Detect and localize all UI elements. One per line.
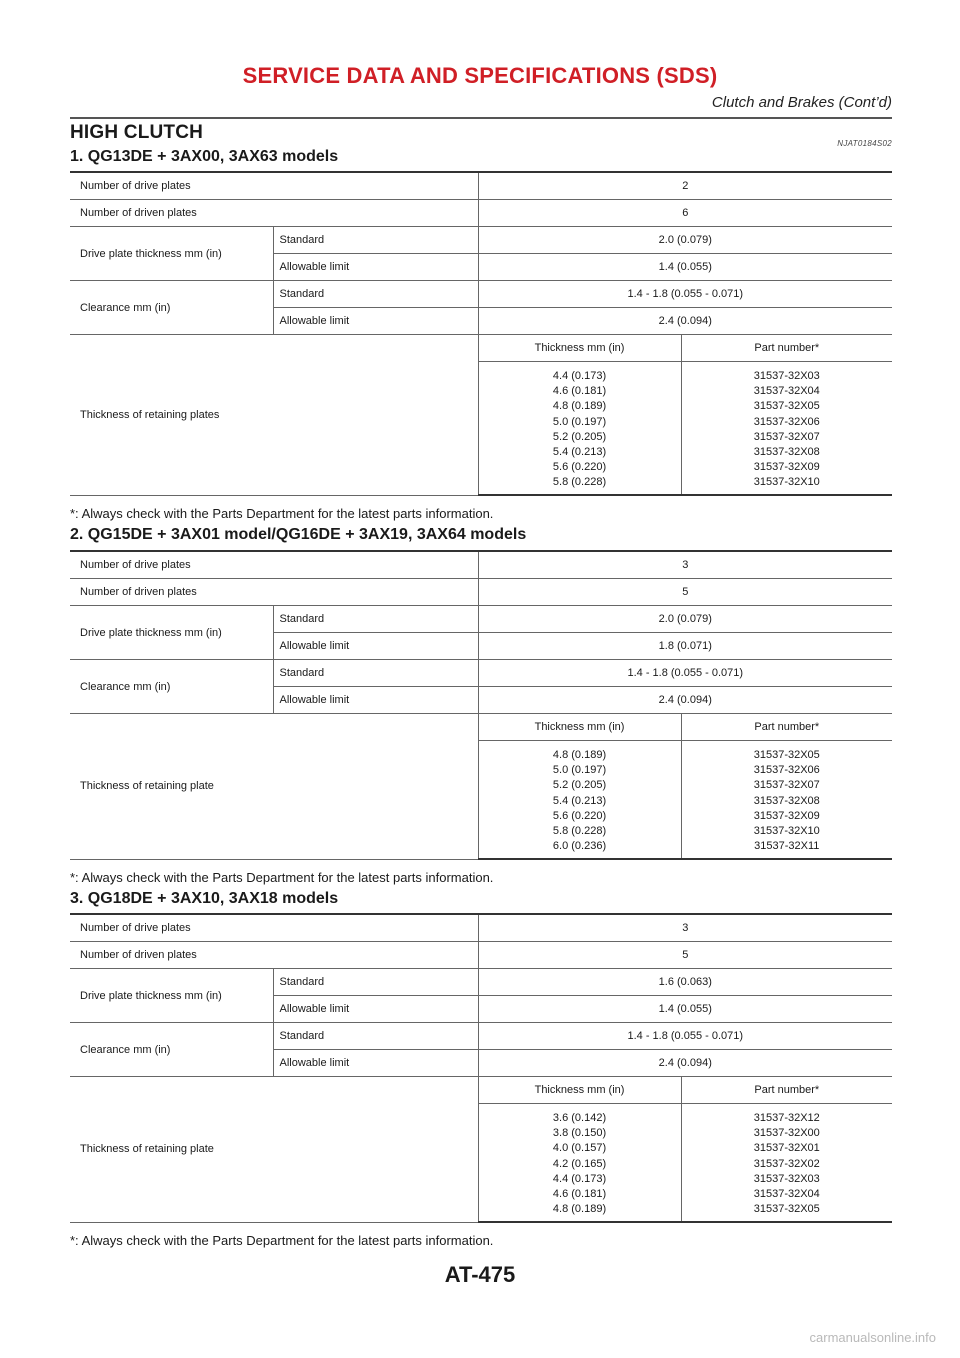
clearance-limit: 2.4 (0.094) [478, 687, 892, 714]
clearance-limit: 2.4 (0.094) [478, 1050, 892, 1077]
part-column-header: Part number* [681, 335, 892, 362]
page-subtitle: Clutch and Brakes (Cont’d) [711, 94, 892, 111]
driven-plates-value: 5 [478, 579, 892, 606]
spec-table-3 [70, 913, 892, 1223]
thickness-limit: 1.4 (0.055) [478, 996, 892, 1023]
thickness-standard: 2.0 (0.079) [478, 606, 892, 633]
drive-plates-value: 3 [478, 551, 892, 579]
thickness-list: 4.4 (0.173) 4.6 (0.181) 4.8 (0.189) 5.0 (0.197) 5.2 (0.205) 5.4 (0.213) 5.6 (0.220) 5.8 (0.228) [478, 362, 681, 496]
table-row [70, 172, 892, 200]
standard-label: Standard [273, 969, 478, 996]
drive-plates-label: Number of drive plates [70, 172, 478, 200]
drive-plates-label: Number of drive plates [70, 914, 478, 942]
driven-plates-value: 5 [478, 942, 892, 969]
limit-label: Allowable limit [273, 1050, 478, 1077]
table-row [70, 579, 892, 606]
section-3-heading: 3. QG18DE + 3AX10, 3AX18 models [70, 890, 339, 907]
retaining-label: Thickness of retaining plate [70, 714, 478, 860]
thickness-list: 4.8 (0.189) 5.0 (0.197) 5.2 (0.205) 5.4 (0.213) 5.6 (0.220) 5.8 (0.228) 6.0 (0.236) [478, 741, 681, 860]
page-number: AT-475 [444, 1262, 516, 1287]
drive-plates-label: Number of drive plates [70, 551, 478, 579]
part-number-list: 31537-32X03 31537-32X04 31537-32X05 31537-32X06 31537-32X07 31537-32X08 31537-32X09 31537-32X10 [681, 362, 892, 496]
clearance-standard: 1.4 - 1.8 (0.055 - 0.071) [478, 1023, 892, 1050]
thickness-label: Drive plate thickness mm (in) [70, 969, 273, 1023]
limit-label: Allowable limit [273, 633, 478, 660]
thickness-column-header: Thickness mm (in) [478, 714, 681, 741]
limit-label: Allowable limit [273, 254, 478, 281]
table-row [70, 227, 892, 254]
spec-table-1 [70, 171, 892, 496]
section-1-heading: 1. QG13DE + 3AX00, 3AX63 models [70, 148, 339, 165]
driven-plates-label: Number of driven plates [70, 200, 478, 227]
clearance-standard: 1.4 - 1.8 (0.055 - 0.071) [478, 660, 892, 687]
clearance-label: Clearance mm (in) [70, 281, 273, 335]
table-row [70, 660, 892, 687]
table-row [70, 969, 892, 996]
standard-label: Standard [273, 1023, 478, 1050]
table-row [70, 1023, 892, 1050]
parts-note: *: Always check with the Parts Department for the latest parts information. [70, 870, 494, 885]
limit-label: Allowable limit [273, 687, 478, 714]
thickness-column-header: Thickness mm (in) [478, 1077, 681, 1104]
standard-label: Standard [273, 281, 478, 308]
clearance-label: Clearance mm (in) [70, 1023, 273, 1077]
watermark: carmanualsonline.info [809, 1330, 936, 1345]
page-header [0, 62, 960, 111]
driven-plates-label: Number of driven plates [70, 942, 478, 969]
retaining-label: Thickness of retaining plates [70, 335, 478, 496]
table-row [70, 914, 892, 942]
table-row [70, 606, 892, 633]
table-row [70, 714, 892, 741]
part-column-header: Part number* [681, 714, 892, 741]
section-2-heading: 2. QG15DE + 3AX01 model/QG16DE + 3AX19, 3AX64 models [70, 526, 527, 543]
thickness-column-header: Thickness mm (in) [478, 335, 681, 362]
table-row [70, 1077, 892, 1104]
standard-label: Standard [273, 227, 478, 254]
driven-plates-value: 6 [478, 200, 892, 227]
thickness-label: Drive plate thickness mm (in) [70, 227, 273, 281]
limit-label: Allowable limit [273, 308, 478, 335]
thickness-standard: 1.6 (0.063) [478, 969, 892, 996]
retaining-label: Thickness of retaining plate [70, 1077, 478, 1223]
section-title: HIGH CLUTCH [70, 122, 204, 143]
thickness-limit: 1.8 (0.071) [478, 633, 892, 660]
standard-label: Standard [273, 660, 478, 687]
limit-label: Allowable limit [273, 996, 478, 1023]
part-number-list: 31537-32X05 31537-32X06 31537-32X07 31537-32X08 31537-32X09 31537-32X10 31537-32X11 [681, 741, 892, 860]
driven-plates-label: Number of driven plates [70, 579, 478, 606]
part-column-header: Part number* [681, 1077, 892, 1104]
spec-table-2 [70, 550, 892, 860]
table-row [70, 335, 892, 362]
header-rule [70, 117, 892, 119]
clearance-label: Clearance mm (in) [70, 660, 273, 714]
parts-note: *: Always check with the Parts Department for the latest parts information. [70, 506, 494, 521]
parts-note: *: Always check with the Parts Department for the latest parts information. [70, 1233, 494, 1248]
part-number-list: 31537-32X12 31537-32X00 31537-32X01 31537-32X02 31537-32X03 31537-32X04 31537-32X05 [681, 1104, 892, 1223]
thickness-limit: 1.4 (0.055) [478, 254, 892, 281]
clearance-standard: 1.4 - 1.8 (0.055 - 0.071) [478, 281, 892, 308]
table-row [70, 200, 892, 227]
standard-label: Standard [273, 606, 478, 633]
page-title: SERVICE DATA AND SPECIFICATIONS (SDS) [242, 63, 718, 88]
drive-plates-value: 2 [478, 172, 892, 200]
drive-plates-value: 3 [478, 914, 892, 942]
thickness-list: 3.6 (0.142) 3.8 (0.150) 4.0 (0.157) 4.2 (0.165) 4.4 (0.173) 4.6 (0.181) 4.8 (0.189) [478, 1104, 681, 1223]
clearance-limit: 2.4 (0.094) [478, 308, 892, 335]
thickness-label: Drive plate thickness mm (in) [70, 606, 273, 660]
thickness-standard: 2.0 (0.079) [478, 227, 892, 254]
table-row [70, 281, 892, 308]
table-row [70, 942, 892, 969]
table-row [70, 551, 892, 579]
reference-code: NJAT0184S02 [837, 139, 892, 148]
